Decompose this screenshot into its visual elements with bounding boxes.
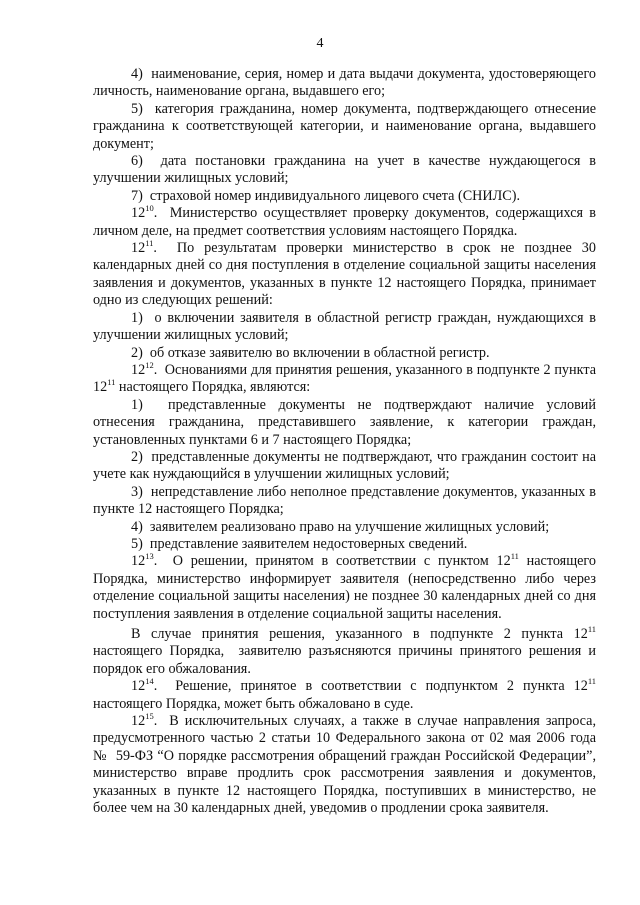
paragraph-text: 1) представленные документы не подтверждают наличие условий отнесения гражданина, представившего заявление, к категории граждан, установленных пунктами 6 и 7 настоящего Порядка; xyxy=(93,396,596,448)
clause-superscript: 15 xyxy=(145,711,154,722)
page-number: 4 xyxy=(316,36,324,51)
paragraph-text: . В исключительных случаях, а также в случае направления запроса, предусмотренного частью 2 статьи 10 Федерального закона от 02 мая 2006 года № 59-ФЗ “О порядке рассмотрения обращений граждан Российской Федерации”, министерство вправе продлить срок рассмотрения заявления и документов, указанных в пункте 12 настоящего Порядка, поступивших в министерство, не более чем на 30 календарных дней, уведомив о продлении срока заявителя. xyxy=(93,713,596,817)
paragraph-text: 1) о включении заявителя в областной регистр граждан, нуждающихся в улучшении жилищных условий; xyxy=(93,309,596,344)
paragraph xyxy=(93,553,596,623)
paragraph-text: . Министерство осуществляет проверку документов, содержащихся в личном деле, на предмет соответствия условиям настоящего Порядка. xyxy=(93,205,596,239)
paragraph-text: настоящего Порядка, может быть обжаловано в суде. xyxy=(93,695,414,712)
paragraph xyxy=(93,626,596,678)
clause-superscript: 10 xyxy=(145,203,154,214)
paragraph-text: 2) представленные документы не подтверждают, что гражданин состоит на учете как нуждающийся в улучшении жилищных условий; xyxy=(93,448,596,483)
paragraph xyxy=(93,153,596,188)
paragraph xyxy=(93,484,596,519)
paragraph-text: . По результатам проверки министерство в срок не позднее 30 календарных дней со дня поступления в отделение социальной защиты населения заявления и документов, указанных в пункте 12 настоящего Порядка, принимает одно из следующих решений: xyxy=(93,240,596,309)
paragraph xyxy=(93,678,596,713)
paragraph-text: 6) дата постановки гражданина на учет в качестве нуждающегося в улучшении жилищных условий; xyxy=(93,153,596,187)
paragraph-text: 3) непредставление либо неполное представление документов, указанных в пункте 12 настоящего Порядка; xyxy=(93,483,596,518)
clause-superscript: 14 xyxy=(145,676,154,687)
paragraph-text: настоящего Порядка, министерство информирует заявителя (непосредственно либо через отделение социальной защиты населения) не позднее 30 календарных дней со дня поступления заявления в отделение социальной защиты населения. xyxy=(93,553,596,622)
paragraph xyxy=(93,713,596,817)
paragraph-text: В случае принятия решения, указанного в подпункте 2 пункта 12 xyxy=(131,626,588,642)
paragraph xyxy=(93,449,596,484)
paragraph xyxy=(93,359,596,397)
paragraph xyxy=(93,205,596,240)
document-body xyxy=(93,66,596,817)
paragraph-text: . Решение, принятое в соответствии с подпунктом 2 пункта 12 xyxy=(153,678,588,695)
paragraph xyxy=(93,240,596,310)
paragraph-text: 4) заявителем реализовано право на улучшение жилищных условий; xyxy=(131,518,550,535)
clause-number: 12 xyxy=(131,678,146,695)
clause-number: 12 xyxy=(131,361,146,378)
clause-number: 12 xyxy=(131,240,146,257)
paragraph-text: настоящего Порядка, являются: xyxy=(115,379,311,396)
paragraph-text: 4) наименование, серия, номер и дата выдачи документа, удостоверяющего личность, наименование органа, выдавшего его; xyxy=(93,66,596,100)
paragraph-text: 5) представление заявителем недостоверных сведений. xyxy=(131,535,468,552)
paragraph-text: . Основаниями для принятия решения, указанного в подпункте 2 пункта 12 xyxy=(93,361,596,396)
paragraph-text: 5) категория гражданина, номер документа, подтверждающего отнесение гражданина к соответствующей категории, и наименование органа, выдавшего документ; xyxy=(93,100,596,152)
paragraph-text: 2) об отказе заявителю во включении в областной регистр. xyxy=(131,344,490,361)
paragraph-text: 7) страховой номер индивидуального лицевого счета (СНИЛС). xyxy=(131,187,521,204)
clause-number: 12 xyxy=(131,205,146,222)
paragraph xyxy=(93,188,596,205)
paragraph xyxy=(93,310,596,345)
paragraph xyxy=(93,101,596,153)
paragraph xyxy=(93,519,596,536)
reference-superscript: 11 xyxy=(510,551,519,562)
reference-superscript: 11 xyxy=(587,624,596,634)
reference-superscript: 11 xyxy=(587,676,596,687)
clause-superscript: 12 xyxy=(145,359,154,370)
paragraph-text: настоящего Порядка, заявителю разъясняются причины принятого решения и порядок его обжалования. xyxy=(93,643,596,677)
paragraph-text: . О решении, принятом в соответствии с пунктом 12 xyxy=(153,553,511,570)
reference-superscript: 11 xyxy=(107,377,116,388)
paragraph xyxy=(93,536,596,553)
clause-number: 12 xyxy=(131,713,146,730)
clause-superscript: 11 xyxy=(145,238,154,249)
clause-superscript: 13 xyxy=(145,551,154,562)
paragraph xyxy=(93,345,596,362)
paragraph xyxy=(93,397,596,449)
clause-number: 12 xyxy=(131,553,146,570)
paragraph xyxy=(93,66,596,101)
